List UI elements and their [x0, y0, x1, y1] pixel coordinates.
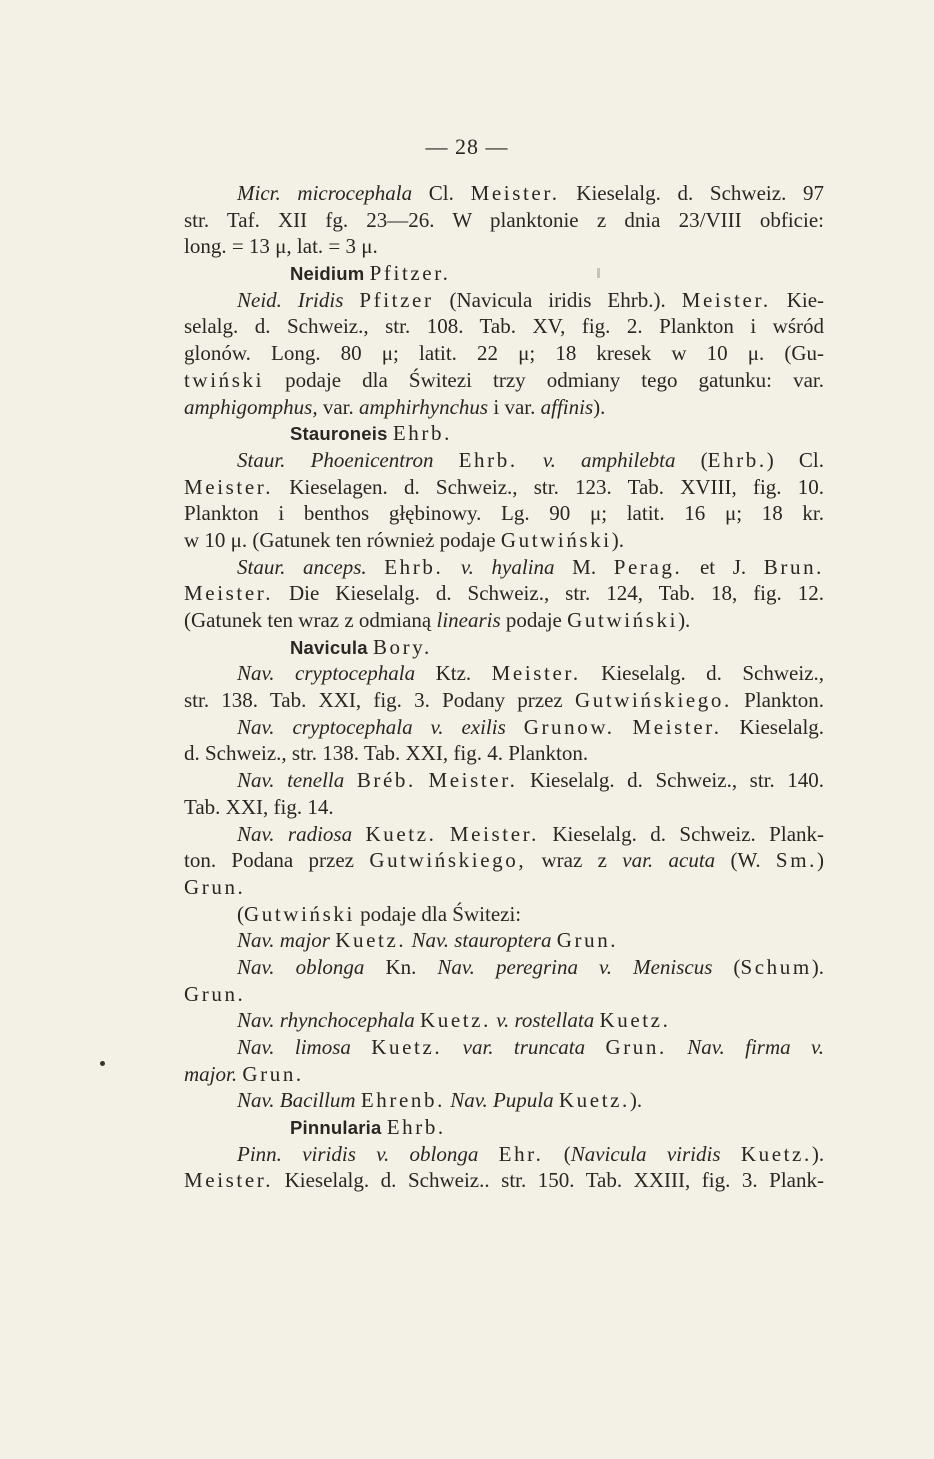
text-line: Grun.	[184, 874, 246, 899]
text-line: Nav. major Kuetz. Nav. stauroptera Grun.	[237, 928, 619, 953]
text-line: (Gutwiński podaje dla Świtezi:	[237, 901, 522, 926]
page-number: — 28 —	[425, 134, 509, 159]
text-line: Staur. anceps. Ehrb. v. hyalina M. Perag. et J. Brun.	[237, 554, 824, 579]
text-line: Nav. oblonga Kn. Nav. peregrina v. Meniscus (Schum).	[237, 954, 824, 979]
text-line: selalg. d. Schweiz., str. 108. Tab. XV, fig. 2. Plankton i wśród	[184, 314, 824, 339]
text-line: Meister. Kieselalg. d. Schweiz.. str. 150. Tab. XXIII, fig. 3. Plank-	[184, 1168, 824, 1193]
text-line: Nav. cryptocephala v. exilis Grunow. Meister. Kieselalg.	[237, 714, 824, 739]
text-line: Nav. tenella Bréb. Meister. Kieselalg. d. Schweiz., str. 140.	[237, 768, 824, 793]
text-line: twiński podaje dla Świtezi trzy odmiany tego gatunku: var.	[184, 367, 824, 392]
text-line: Pinn. viridis v. oblonga Ehr. (Navicula viridis Kuetz.).	[237, 1141, 824, 1166]
text-line: glonów. Long. 80 μ; latit. 22 μ; 18 kresek w 10 μ. (Gu-	[184, 341, 824, 366]
genus-heading: Stauroneis Ehrb.	[290, 421, 452, 446]
text-line: long. = 13 μ, lat. = 3 μ.	[184, 234, 378, 259]
text-line: major. Grun.	[184, 1061, 304, 1086]
text-line: amphigomphus, var. amphirhynchus i var. affinis).	[184, 394, 606, 419]
text-line: Grun.	[184, 981, 246, 1006]
text-line: w 10 μ. (Gatunek ten również podaje Gutwiński).	[184, 527, 624, 552]
text-line: Nav. Bacillum Ehrenb. Nav. Pupula Kuetz.).	[237, 1088, 643, 1113]
text-line: Staur. Phoenicentron Ehrb. v. amphilebta (Ehrb.) Cl.	[237, 447, 824, 472]
text-line: Nav. radiosa Kuetz. Meister. Kieselalg. d. Schweiz. Plank-	[237, 821, 824, 846]
text-line: Tab. XXI, fig. 14.	[184, 794, 334, 819]
text-line: str. 138. Tab. XXI, fig. 3. Podany przez Gutwińskiego. Plankton.	[184, 688, 824, 713]
text-line: Meister. Die Kieselalg. d. Schweiz., str. 124, Tab. 18, fig. 12.	[184, 581, 824, 606]
text-line: Nav. rhynchocephala Kuetz. v. rostellata Kuetz.	[237, 1008, 671, 1033]
genus-heading: Navicula Bory.	[290, 634, 432, 659]
text-line: Nav. limosa Kuetz. var. truncata Grun. Nav. firma v.	[237, 1035, 824, 1059]
text-line: Plankton i benthos głębinowy. Lg. 90 μ; latit. 16 μ; 18 kr.	[184, 501, 824, 526]
text-line: d. Schweiz., str. 138. Tab. XXI, fig. 4. Plankton.	[184, 741, 589, 766]
text-line: str. Taf. XII fg. 23—26. W planktonie z dnia 23/VIII obficie:	[184, 207, 824, 232]
text-line: ton. Podana przez Gutwińskiego, wraz z var. acuta (W. Sm.)	[184, 848, 824, 873]
text-line: Neid. Iridis Pfitzer (Navicula iridis Ehrb.). Meister. Kie-	[237, 287, 824, 312]
text-line: Micr. microcephala Cl. Meister. Kieselalg. d. Schweiz. 97	[237, 181, 824, 205]
genus-heading: Neidium Pfitzer.	[290, 261, 451, 286]
genus-heading: Pinnularia Ehrb.	[290, 1115, 446, 1140]
text-line: (Gatunek ten wraz z odmianą linearis podaje Gutwiński).	[184, 608, 691, 632]
text-line: Nav. cryptocephala Ktz. Meister. Kieselalg. d. Schweiz.,	[237, 661, 824, 686]
text-line: Meister. Kieselagen. d. Schweiz., str. 123. Tab. XVIII, fig. 10.	[184, 474, 824, 499]
page-body	[184, 180, 824, 1194]
margin-dot	[100, 1061, 105, 1066]
